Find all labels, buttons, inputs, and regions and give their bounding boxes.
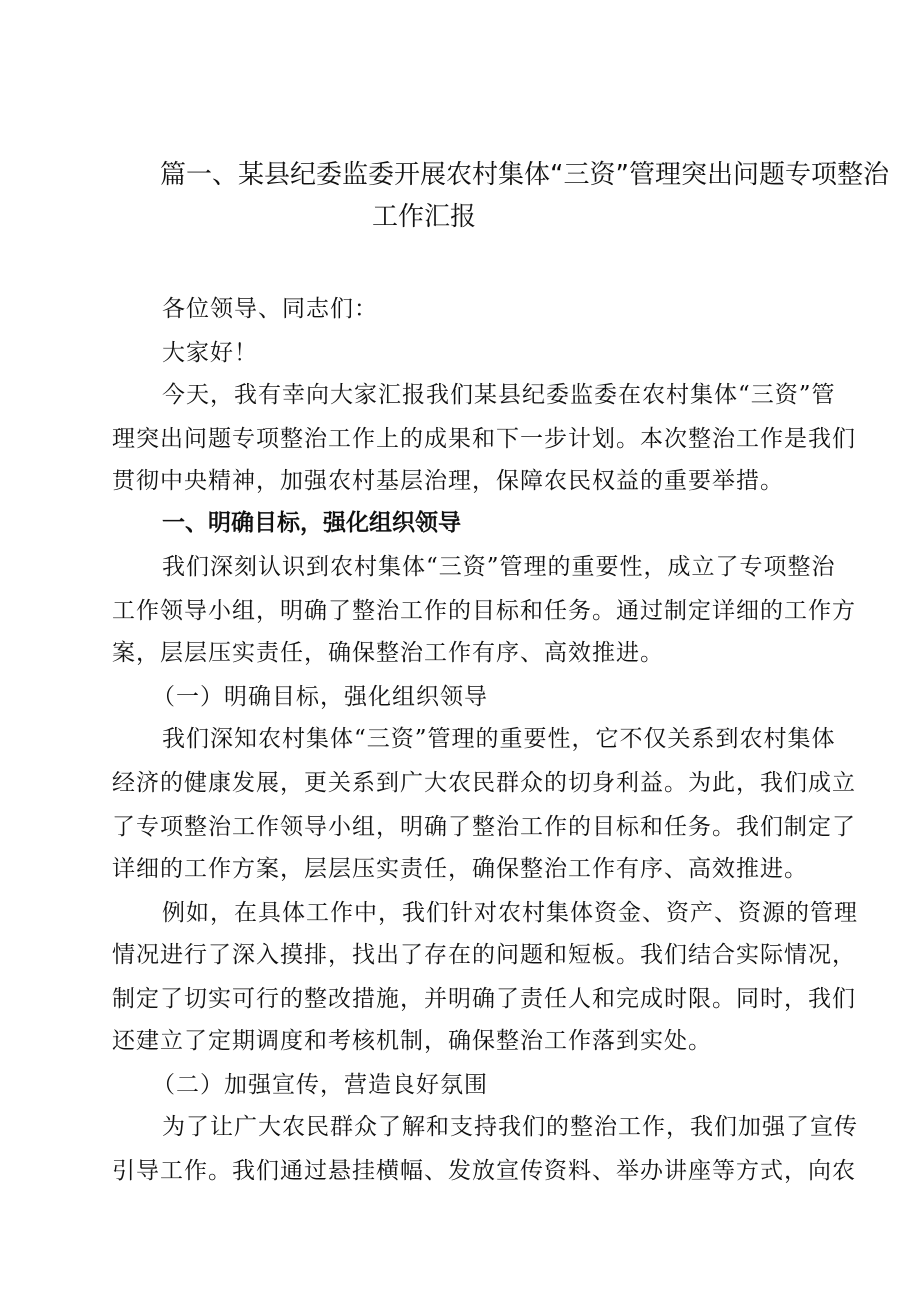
subsection-heading-1: （一）明确目标，强化组织领导 xyxy=(152,684,488,710)
greeting: 大家好！ xyxy=(162,340,258,366)
paragraph-line: 例如，在具体工作中，我们针对农村集体资金、资产、资源的管理 xyxy=(162,900,858,926)
section-heading-1: 一、明确目标，强化组织领导 xyxy=(162,510,461,536)
paragraph-line: 案，层层压实责任，确保整治工作有序、高效推进。 xyxy=(112,640,664,666)
paragraph-line: 我们深知农村集体“三资”管理的重要性，它不仅关系到农村集体 xyxy=(162,726,836,752)
paragraph-line: 经济的健康发展，更关系到广大农民群众的切身利益。为此，我们成立 xyxy=(112,770,856,796)
paragraph-line: 工作领导小组，明确了整治工作的目标和任务。通过制定详细的工作方 xyxy=(112,598,856,624)
paragraph-line: 详细的工作方案，层层压实责任，确保整治工作有序、高效推进。 xyxy=(112,856,808,882)
paragraph-line: 情况进行了深入摸排，找出了存在的问题和短板。我们结合实际情况， xyxy=(112,942,856,968)
paragraph-line: 制定了切实可行的整改措施，并明确了责任人和完成时限。同时，我们 xyxy=(112,986,856,1012)
subsection-heading-2: （二）加强宣传，营造良好氛围 xyxy=(152,1072,488,1098)
paragraph-line: 为了让广大农民群众了解和支持我们的整治工作，我们加强了宣传 xyxy=(162,1114,858,1140)
paragraph-line: 理突出问题专项整治工作上的成果和下一步计划。本次整治工作是我们 xyxy=(112,426,856,452)
paragraph-line: 今天，我有幸向大家汇报我们某县纪委监委在农村集体“三资”管 xyxy=(162,382,836,408)
paragraph-line: 了专项整治工作领导小组，明确了整治工作的目标和任务。我们制定了 xyxy=(112,814,856,840)
paragraph-line: 引导工作。我们通过悬挂横幅、发放宣传资料、举办讲座等方式，向农 xyxy=(112,1158,856,1184)
document-title-line-1: 篇一、某县纪委监委开展农村集体“三资”管理突出问题专项整治 xyxy=(160,160,889,190)
paragraph-line: 还建立了定期调度和考核机制，确保整治工作落到实处。 xyxy=(112,1028,712,1054)
document-title-line-2: 工作汇报 xyxy=(372,202,477,232)
paragraph-line: 贯彻中央精神，加强农村基层治理，保障农民权益的重要举措。 xyxy=(112,468,784,494)
salutation: 各位领导、同志们： xyxy=(162,296,378,322)
paragraph-line: 我们深刻认识到农村集体“三资”管理的重要性，成立了专项整治 xyxy=(162,554,836,580)
